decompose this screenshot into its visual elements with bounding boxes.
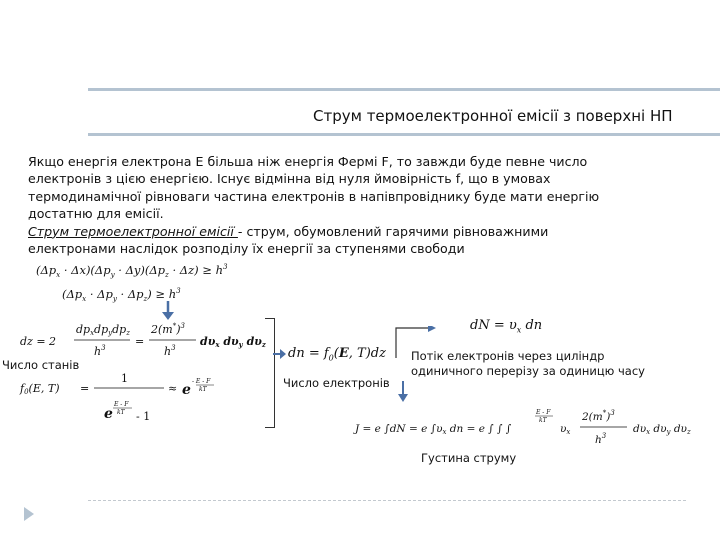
combine-bracket [265, 318, 275, 428]
paragraph-line: Якщо енергія електрона E більша ніж енергія Фермі F, то завжди буде певне число [28, 154, 588, 169]
paragraph-line: термодинамічної рівноваги частина електронів в напівпровіднику буде мати енергію [28, 188, 600, 204]
svg-text:kT: kT [199, 386, 207, 393]
svg-text:h3: $h^3$ [164, 344, 176, 358]
uncertainty-formula: $(\Delta p_x \cdot \Delta x)(\Delta p_y \cdot \Delta y)(\Delta p_z \cdot \Delta z) \ge h^3$ [36, 262, 228, 280]
svg-text:E - F: E - F [536, 409, 551, 416]
play-triangle-icon[interactable] [23, 506, 35, 522]
svg-text:kT: kT [539, 417, 547, 424]
current-density-label: Густина струму [421, 451, 517, 465]
arrow-down-icon [396, 381, 410, 403]
electrons-number-label: Число електронів [283, 376, 390, 390]
slide-title: Струм термоелектронної емісії з поверхні НП [313, 107, 673, 125]
svg-text:E - F: E - F [114, 401, 129, 408]
svg-text:dpxdpydpz: dpxdpydpz [76, 323, 130, 337]
top-rule [88, 88, 720, 91]
electrons-formula: dn = $f_0(E$, T)dz [288, 346, 386, 363]
svg-text:dz = 2: dz = 2 [20, 335, 57, 348]
svg-text:≈: ≈ [168, 382, 178, 395]
svg-text:dυx dυy dυz: dυx dυy dυz [633, 423, 691, 436]
svg-text:2(m*)3: $2(m^*)^3$ [151, 322, 185, 336]
definition-line [28, 223, 708, 240]
bottom-divider [88, 500, 686, 501]
svg-text:e: e [104, 406, 113, 422]
svg-text:kT: kT [117, 409, 125, 416]
svg-text:f0(E, T): f0(E, T) [20, 382, 60, 396]
definition-term: Струм термоелектронної емісії [28, 223, 238, 239]
states-number-label: Число станів [2, 358, 80, 372]
svg-text:dυx dυy dυz: dυx dυy dυz [200, 335, 266, 349]
momentum-volume-formula: $(\Delta p_x \cdot \Delta p_y \cdot \Delta p_z) \ge h^3$ [62, 286, 181, 304]
svg-text:h3: $h^3$ [94, 344, 106, 358]
flux-label-line: Потік електронів через циліндр [411, 349, 605, 363]
definition-line-2: електронами наслідок розподілу їх енергії за ступенями свободи [28, 241, 465, 257]
current-density-formula [353, 404, 718, 450]
flux-label [411, 349, 645, 379]
paragraph-line: електронів з цією енергією. Існує відмінна від нуля ймовірність f, що в умовах [28, 171, 551, 187]
svg-text:J = e ∫dN = e ∫υx dn = e ∫ ∫ ∫: J = e ∫dN = e ∫υx dn = e ∫ ∫ ∫ [355, 423, 512, 436]
svg-text:2(m*)3: $2(m^*)^3$ [582, 409, 615, 423]
svg-text:1: 1 [121, 372, 128, 385]
definition-rest: - струм, обумовлений гарячими рівноважними [237, 223, 549, 239]
svg-text:- E - F: - E - F [192, 378, 211, 385]
svg-text:h3: $h^3$ [595, 432, 607, 446]
svg-text:e: e [182, 382, 191, 398]
arrow-right-icon [273, 347, 287, 361]
svg-text:- 1: - 1 [136, 410, 151, 423]
title-rule [88, 133, 720, 136]
flux-formula: dN = $\upsilon_x$ dn [470, 318, 543, 335]
distribution-formula [18, 370, 218, 432]
svg-text:=: = [135, 335, 145, 348]
svg-text:=: = [80, 382, 90, 395]
flux-label-line: одиничного перерізу за одиницю часу [411, 364, 645, 378]
intro-paragraph [28, 153, 708, 257]
paragraph-line: достатню для емісії. [28, 206, 164, 222]
states-formula [18, 318, 278, 362]
svg-text:υx: υx [560, 423, 571, 436]
